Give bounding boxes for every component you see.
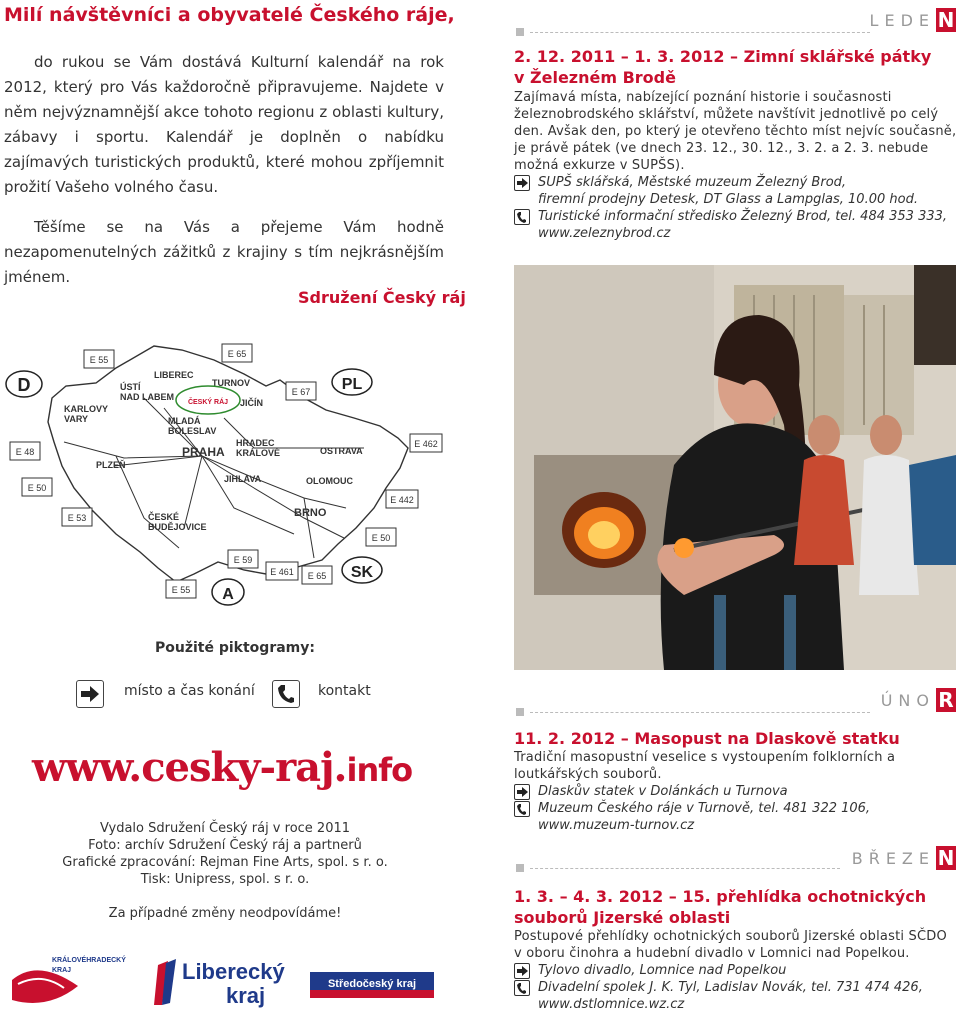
- event-contact-line: Divadelní spolek J. K. Tyl, Ladislav Novák, tel. 731 474 426,: [538, 980, 923, 995]
- svg-text:E 462: E 462: [414, 439, 438, 449]
- credits: [30, 820, 420, 888]
- city-plzen: PLZEŇ: [96, 460, 126, 470]
- arrow-right-icon: [514, 175, 530, 191]
- svg-text:E 461: E 461: [270, 567, 294, 577]
- arrow-right-icon: [514, 963, 530, 979]
- event-contact-line: Muzeum Českého ráje v Turnově, tel. 481 322 106,: [538, 801, 871, 816]
- intro-paragraph: do rukou se Vám dostává Kulturní kalendář na rok 2012, který pro Vás každoročně připravujeme. Najdete v něm nejvýznamnější akce tohoto regionu z oblasti kultury, zábavy i sportu. Kalendář je doplněn o nabídku zajímavých turistických produktů, které mohou zpříjemnit prožití Vašeho volného času.: [4, 53, 444, 196]
- city-ostrava: OSTRAVA: [320, 446, 363, 456]
- event-place: [514, 962, 958, 979]
- website-url[interactable]: [32, 744, 412, 791]
- czech-map: [4, 338, 450, 608]
- arrow-right-icon: [514, 784, 530, 800]
- place-time-label: místo a čas konání: [124, 683, 255, 699]
- section-rule: [530, 712, 870, 714]
- city-turnov: TURNOV: [212, 378, 250, 388]
- event-place-line: Tylovo divadlo, Lomnice nad Popelkou: [538, 963, 787, 978]
- event-title-2: souborů Jizerské oblasti: [514, 908, 731, 927]
- road-e461: [266, 562, 298, 580]
- city-hradec: HRADEC: [236, 438, 275, 448]
- svg-text:D: D: [17, 375, 31, 395]
- svg-text:KRÁLOVÉHRADECKÝ: KRÁLOVÉHRADECKÝ: [52, 957, 126, 964]
- svg-text:E 53: E 53: [67, 513, 87, 523]
- svg-text:PL: PL: [341, 376, 363, 393]
- country-pl: [332, 369, 372, 395]
- road-e53: [62, 508, 92, 526]
- svg-text:KRAJ: KRAJ: [52, 967, 72, 974]
- signature: Sdružení Český ráj: [298, 288, 466, 307]
- stredocesky-kraj-logo: [310, 972, 434, 998]
- event-prehlidka-ochotnickych-souboru: [514, 886, 958, 1013]
- website-main: www.cesky-raj.: [32, 744, 347, 791]
- city-usti-2: NAD LABEM: [120, 392, 174, 402]
- road-e462: [410, 434, 442, 452]
- event-contact-url[interactable]: www.muzeum-turnov.cz: [538, 818, 695, 833]
- month-last-letter: N: [937, 846, 955, 870]
- pictograms-heading: Použité piktogramy:: [155, 640, 315, 656]
- month-last-letter: R: [936, 688, 956, 712]
- road-e50-left: [22, 478, 52, 496]
- month-heading-march: [852, 846, 956, 870]
- month-text: LEDE: [869, 10, 935, 30]
- svg-text:kraj: kraj: [226, 983, 266, 1008]
- svg-text:Liberecký: Liberecký: [182, 959, 285, 984]
- section-marker: [516, 708, 524, 716]
- event-body: Tradiční masopustní veselice s vystoupením folklorních a loutkářských souborů.: [514, 750, 896, 782]
- svg-text:E 48: E 48: [15, 447, 35, 457]
- arrow-right-icon: [76, 680, 104, 708]
- liberecky-kraj-logo: [152, 955, 297, 1010]
- road-e65-bottom: [302, 566, 332, 584]
- intro-text-2: [4, 215, 444, 290]
- city-jihlava: JIHLAVA: [224, 474, 262, 484]
- event-contact-url[interactable]: www.zeleznybrod.cz: [538, 226, 671, 241]
- event-place-line: Dlaskův statek v Dolánkách u Turnova: [538, 784, 788, 799]
- city-mlada-boleslav: MLADÁ: [168, 416, 201, 426]
- svg-text:Středočeský kraj: Středočeský kraj: [327, 978, 417, 990]
- month-last-letter: N: [937, 8, 955, 32]
- phone-icon: [514, 801, 530, 817]
- intro-paragraph-2: Těšíme se na Vás a přejeme Vám hodně nezapomenutelných zážitků z krajiny s tím nejkrásnějším jménem.: [4, 218, 444, 286]
- svg-text:E 67: E 67: [291, 387, 311, 397]
- svg-text:ČESKÝ RÁJ: ČESKÝ RÁJ: [187, 399, 229, 406]
- section-marker: [516, 28, 524, 36]
- svg-text:A: A: [222, 586, 234, 603]
- event-body: Zajímavá místa, nabízející poznání historie i současnosti železnobrodského sklářství, můžete navštívit jednotlivě po celý den. Avšak den, po který je otevřeno těchto míst nejvíc současně, je právě pátek (ve dnech 23. 12., 30. 12., 3. 2. a 2. 3. nebude možná exkurze v SUPŠS).: [514, 90, 957, 173]
- event-title-2: v Železném Brodě: [514, 68, 676, 87]
- city-praha: PRAHA: [182, 445, 225, 459]
- credit-line: Foto: archív Sdružení Český ráj a partnerů: [88, 838, 362, 853]
- city-mlada-boleslav-2: BOLESLAV: [168, 426, 217, 436]
- month-text: ÚNO: [880, 690, 935, 710]
- svg-text:E 65: E 65: [307, 571, 327, 581]
- event-masopust: [514, 728, 958, 834]
- city-brno: BRNO: [294, 507, 327, 519]
- month-heading-january: [870, 8, 956, 32]
- event-place-line-2: firemní prodejny Detesk, DT Glass a Lampglas, 10.00 hod.: [538, 192, 918, 207]
- phone-icon: [514, 980, 530, 996]
- event-contact-line: Turistické informační středisko Železný Brod, tel. 484 353 333,: [538, 209, 948, 224]
- city-ceske-budejovice-2: BUDĚJOVICE: [148, 522, 207, 532]
- credit-line: Vydalo Sdružení Český ráj v roce 2011: [99, 821, 351, 836]
- disclaimer: Za případné změny neodpovídáme!: [108, 906, 342, 921]
- city-ceske-budejovice: ČESKÉ: [148, 512, 180, 522]
- credit-line: Grafické zpracování: Rejman Fine Arts, spol. s r. o.: [62, 855, 388, 870]
- intro-text: [4, 50, 444, 200]
- event-contact: [514, 208, 958, 242]
- city-usti: ÚSTÍ: [120, 382, 141, 392]
- svg-text:E 50: E 50: [27, 483, 47, 493]
- event-zimni-sklarske-patky: [514, 46, 958, 242]
- month-heading-february: [881, 688, 956, 712]
- road-e48: [10, 442, 40, 460]
- country-a: [212, 579, 244, 605]
- event-place: [514, 174, 958, 208]
- phone-icon: [514, 209, 530, 225]
- event-title: 1. 3. – 4. 3. 2012 – 15. přehlídka ochotnických: [514, 887, 927, 906]
- section-marker: [516, 864, 524, 872]
- event-contact-url[interactable]: www.dstlomnice.wz.cz: [538, 997, 685, 1012]
- road-e50-right: [366, 528, 396, 546]
- svg-text:SK: SK: [350, 564, 374, 581]
- city-liberec: LIBEREC: [154, 370, 194, 380]
- svg-text:E 55: E 55: [171, 585, 191, 595]
- event-place: [514, 783, 958, 800]
- road-e55-top: [84, 350, 114, 368]
- city-karlovy-vary-2: VARY: [64, 414, 89, 424]
- event-title: 2. 12. 2011 – 1. 3. 2012 – Zimní sklářské pátky: [514, 47, 932, 66]
- cesky-raj-badge: [176, 386, 240, 414]
- city-hradec-2: KRÁLOVÉ: [236, 448, 281, 458]
- greeting-heading: Milí návštěvníci a obyvatelé Českého ráje,: [4, 4, 455, 26]
- city-olomouc: OLOMOUC: [306, 476, 353, 486]
- event-contact: [514, 800, 958, 834]
- event-contact: [514, 979, 958, 1013]
- country-sk: [342, 557, 382, 583]
- road-e442: [386, 490, 418, 508]
- contact-label: kontakt: [318, 683, 371, 699]
- section-rule: [530, 868, 840, 870]
- website-suffix: info: [346, 751, 413, 789]
- event-body: Postupové přehlídky ochotnických souborů Jizerské oblasti SČDO v oboru činohra a hudební divadlo v Lomnici nad Popelkou.: [514, 929, 947, 961]
- road-e59: [228, 550, 258, 568]
- kralovehradecky-kraj-logo: [8, 950, 148, 1012]
- svg-text:E 442: E 442: [390, 495, 414, 505]
- road-e67: [286, 382, 316, 400]
- section-rule: [530, 32, 870, 34]
- city-karlovy-vary: KARLOVY: [64, 404, 109, 414]
- month-text: BŘEZE: [851, 848, 935, 868]
- city-jicin: JIČÍN: [240, 398, 264, 408]
- road-e55-bottom: [166, 580, 196, 598]
- event-title: 11. 2. 2012 – Masopust na Dlaskově statku: [514, 729, 900, 748]
- country-d: [6, 371, 42, 397]
- svg-text:E 50: E 50: [371, 533, 391, 543]
- event-place-line: SUPŠ sklářská, Městské muzeum Železný Brod,: [538, 175, 847, 190]
- svg-text:E 59: E 59: [233, 555, 253, 565]
- svg-text:E 55: E 55: [89, 355, 109, 365]
- road-e65-top: [222, 344, 252, 362]
- svg-text:E 65: E 65: [227, 349, 247, 359]
- glassblower-photo: [514, 265, 956, 670]
- credit-line: Tisk: Unipress, spol. s r. o.: [140, 872, 310, 887]
- phone-icon: [272, 680, 300, 708]
